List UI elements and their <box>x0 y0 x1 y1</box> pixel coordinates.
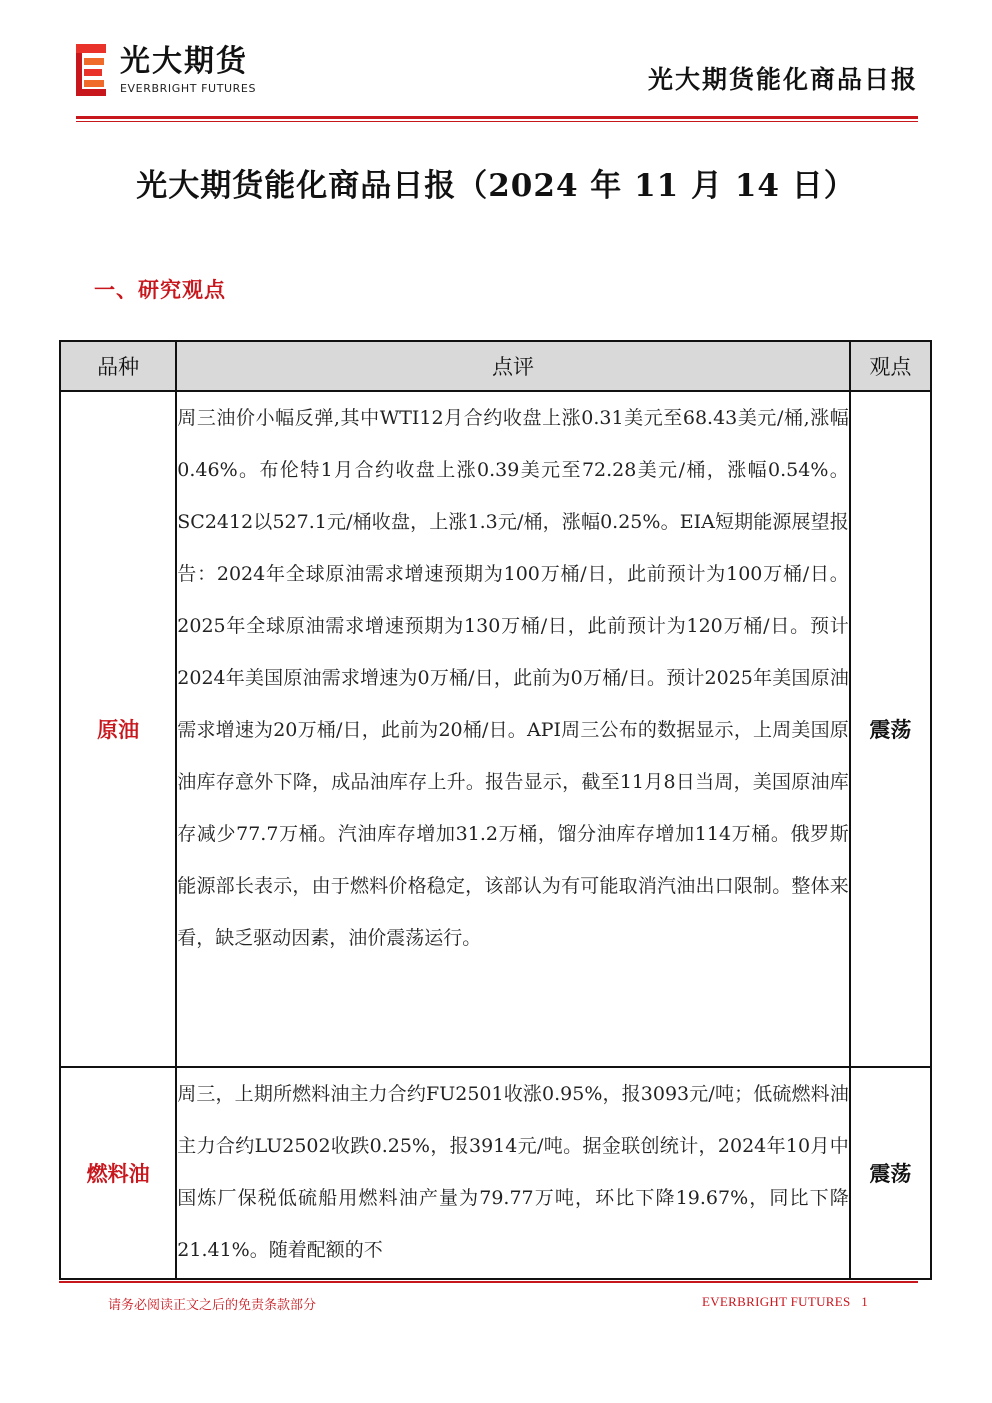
brand-name-en: EVERBRIGHT FUTURES <box>120 82 257 95</box>
variety-cell: 燃料油 <box>60 1067 176 1279</box>
footer-brand-page <box>702 1294 868 1310</box>
table-header-row <box>60 341 931 391</box>
footer-divider <box>59 1281 918 1283</box>
column-header-view: 观点 <box>850 341 931 391</box>
research-opinion-table <box>59 340 932 1280</box>
comment-cell <box>176 391 850 1067</box>
column-header-variety: 品种 <box>60 341 176 391</box>
table-row <box>60 1067 931 1279</box>
variety-cell: 原油 <box>60 391 176 1067</box>
section-heading: 一、研究观点 <box>94 277 226 302</box>
brand-name-cn: 光大期货 <box>120 44 248 79</box>
document-title: 光大期货能化商品日报（2024 年 11 月 14 日） <box>136 168 856 204</box>
page-number: 1 <box>861 1294 868 1309</box>
header-report-name: 光大期货能化商品日报 <box>647 65 918 94</box>
everbright-logo-icon <box>76 44 106 96</box>
view-cell: 震荡 <box>850 1067 931 1279</box>
header-divider <box>76 116 918 119</box>
comment-text: 周三，上期所燃料油主力合约FU2501收涨0.95%，报3093元/吨；低硫燃料油主力合约LU2502收跌0.25%，报3914元/吨。据金联创统计，2024年10月中国炼厂保税低硫船用燃料油产量为79.77万吨，环比下降19.67%，同比下降21.41%。随着配额的不 <box>177 1083 849 1261</box>
table-row <box>60 391 931 1067</box>
comment-text: 周三油价小幅反弹,其中WTI12月合约收盘上涨0.31美元至68.43美元/桶,涨幅0.46%。布伦特1月合约收盘上涨0.39美元至72.28美元/桶，涨幅0.54%。SC2412以527.1元/桶收盘，上涨1.3元/桶，涨幅0.25%。EIA短期能源展望报告：2024年全球原油需求增速预期为100万桶/日，此前预计为100万桶/日。2025年全球原油需求增速预期为130万桶/日，此前预计为120万桶/日。预计2024年美国原油需求增速为0万桶/日，此前为0万桶/日。预计2025年美国原油需求增速为20万桶/日，此前为20桶/日。API周三公布的数据显示，上周美国原油库存意外下降，成品油库存上升。报告显示，截至11月8日当周，美国原油库存减少77.7万桶。汽油库存增加31.2万桶，馏分油库存增加114万桶。俄罗斯能源部长表示，由于燃料价格稳定，该部认为有可能取消汽油出口限制。整体来看，缺乏驱动因素，油价震荡运行。 <box>177 407 849 949</box>
footer-brand: EVERBRIGHT FUTURES <box>701 1294 851 1309</box>
header-divider-thin <box>76 121 918 122</box>
page-header <box>76 38 918 118</box>
column-header-comment: 点评 <box>176 341 850 391</box>
footer-disclaimer: 请务必阅读正文之后的免责条款部分 <box>108 1298 317 1313</box>
view-cell: 震荡 <box>850 391 931 1067</box>
comment-cell <box>176 1067 850 1279</box>
